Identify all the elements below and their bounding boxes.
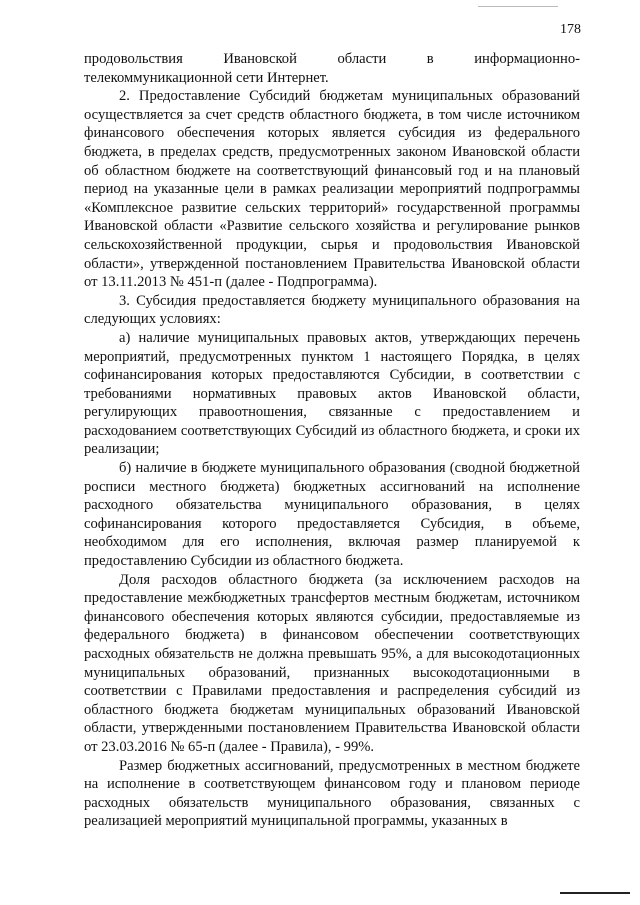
paragraph-item-3: 3. Субсидия предоставляется бюджету муниципального образования на следующих условиях: — [84, 292, 580, 328]
paragraph-item-2: 2. Предоставление Субсидий бюджетам муниципальных образований осуществляется за счет средств областного бюджета, в том числе источником финансового обеспечения которых является субсидия из федерального бюджета, в пределах средств, предусмотренных законом Ивановской области об областном бюджете на соответствующий финансовый год и на плановый период на указанные цели в рамках реализации мероприятий подпрограммы «Комплексное развитие сельских территорий» государственной программы Ивановской области «Развитие сельского хозяйства и регулирование рынков сельскохозяйственной продукции, сырья и продовольствия Ивановской области», утвержденной постановлением Правительства Ивановской области от 13.11.2013 № 451-п (далее - Подпрограмма). — [84, 88, 580, 291]
paragraph-share-of-expenses: Доля расходов областного бюджета (за исключением расходов на предоставление межбюджетных трансфертов местным бюджетам, источником финансового обеспечения которых являются субсидии, предоставляемые из федерального бюджета) в финансовом обеспечении соответствующих расходных обязательств не должна превышать 95%, а для высокодотационных муниципальных образований, признанных высокодотационными в соответствии с Правилами предоставления и распределения субсидий из областного бюджета бюджетам муниципальных образований Ивановской области, утвержденными постановлением Правительства Ивановской области от 23.03.2016 № 65-п (далее - Правила), - 99%. — [84, 571, 580, 755]
paragraph-budget-allocations: Размер бюджетных ассигнований, предусмотренных в местном бюджете на исполнение в соответствующем финансовом году и плановом периоде расходных обязательств муниципального образования, связанных с реализацией мероприятий муниципальной программы, указанных в — [84, 757, 580, 830]
bottom-rule — [560, 892, 630, 894]
body-text — [84, 50, 580, 831]
paragraph-condition-b: б) наличие в бюджете муниципального образования (сводной бюджетной росписи местного бюджета) бюджетных ассигнований на исполнение расходного обязательства муниципального образования, в целях софинансирования которого предоставляется Субсидия, в объеме, необходимом для его исполнения, включая размер планируемой к предоставлению Субсидии из областного бюджета. — [84, 460, 580, 570]
paragraph-continuation: продовольствия Ивановской области в информационно-телекоммуникационной сети Интернет. — [84, 51, 580, 86]
top-rule — [478, 6, 558, 7]
page-number: 178 — [560, 22, 581, 37]
paragraph-condition-a: а) наличие муниципальных правовых актов, утверждающих перечень мероприятий, предусмотренных пунктом 1 настоящего Порядка, в целях софинансирования которых предоставляются Субсидии, в соответствии с требованиями нормативных правовых актов Ивановской области, регулирующих правоотношения, связанные с предоставлением и расходованием соответствующих Субсидий из областного бюджета, и сроки их реализации; — [84, 329, 580, 458]
